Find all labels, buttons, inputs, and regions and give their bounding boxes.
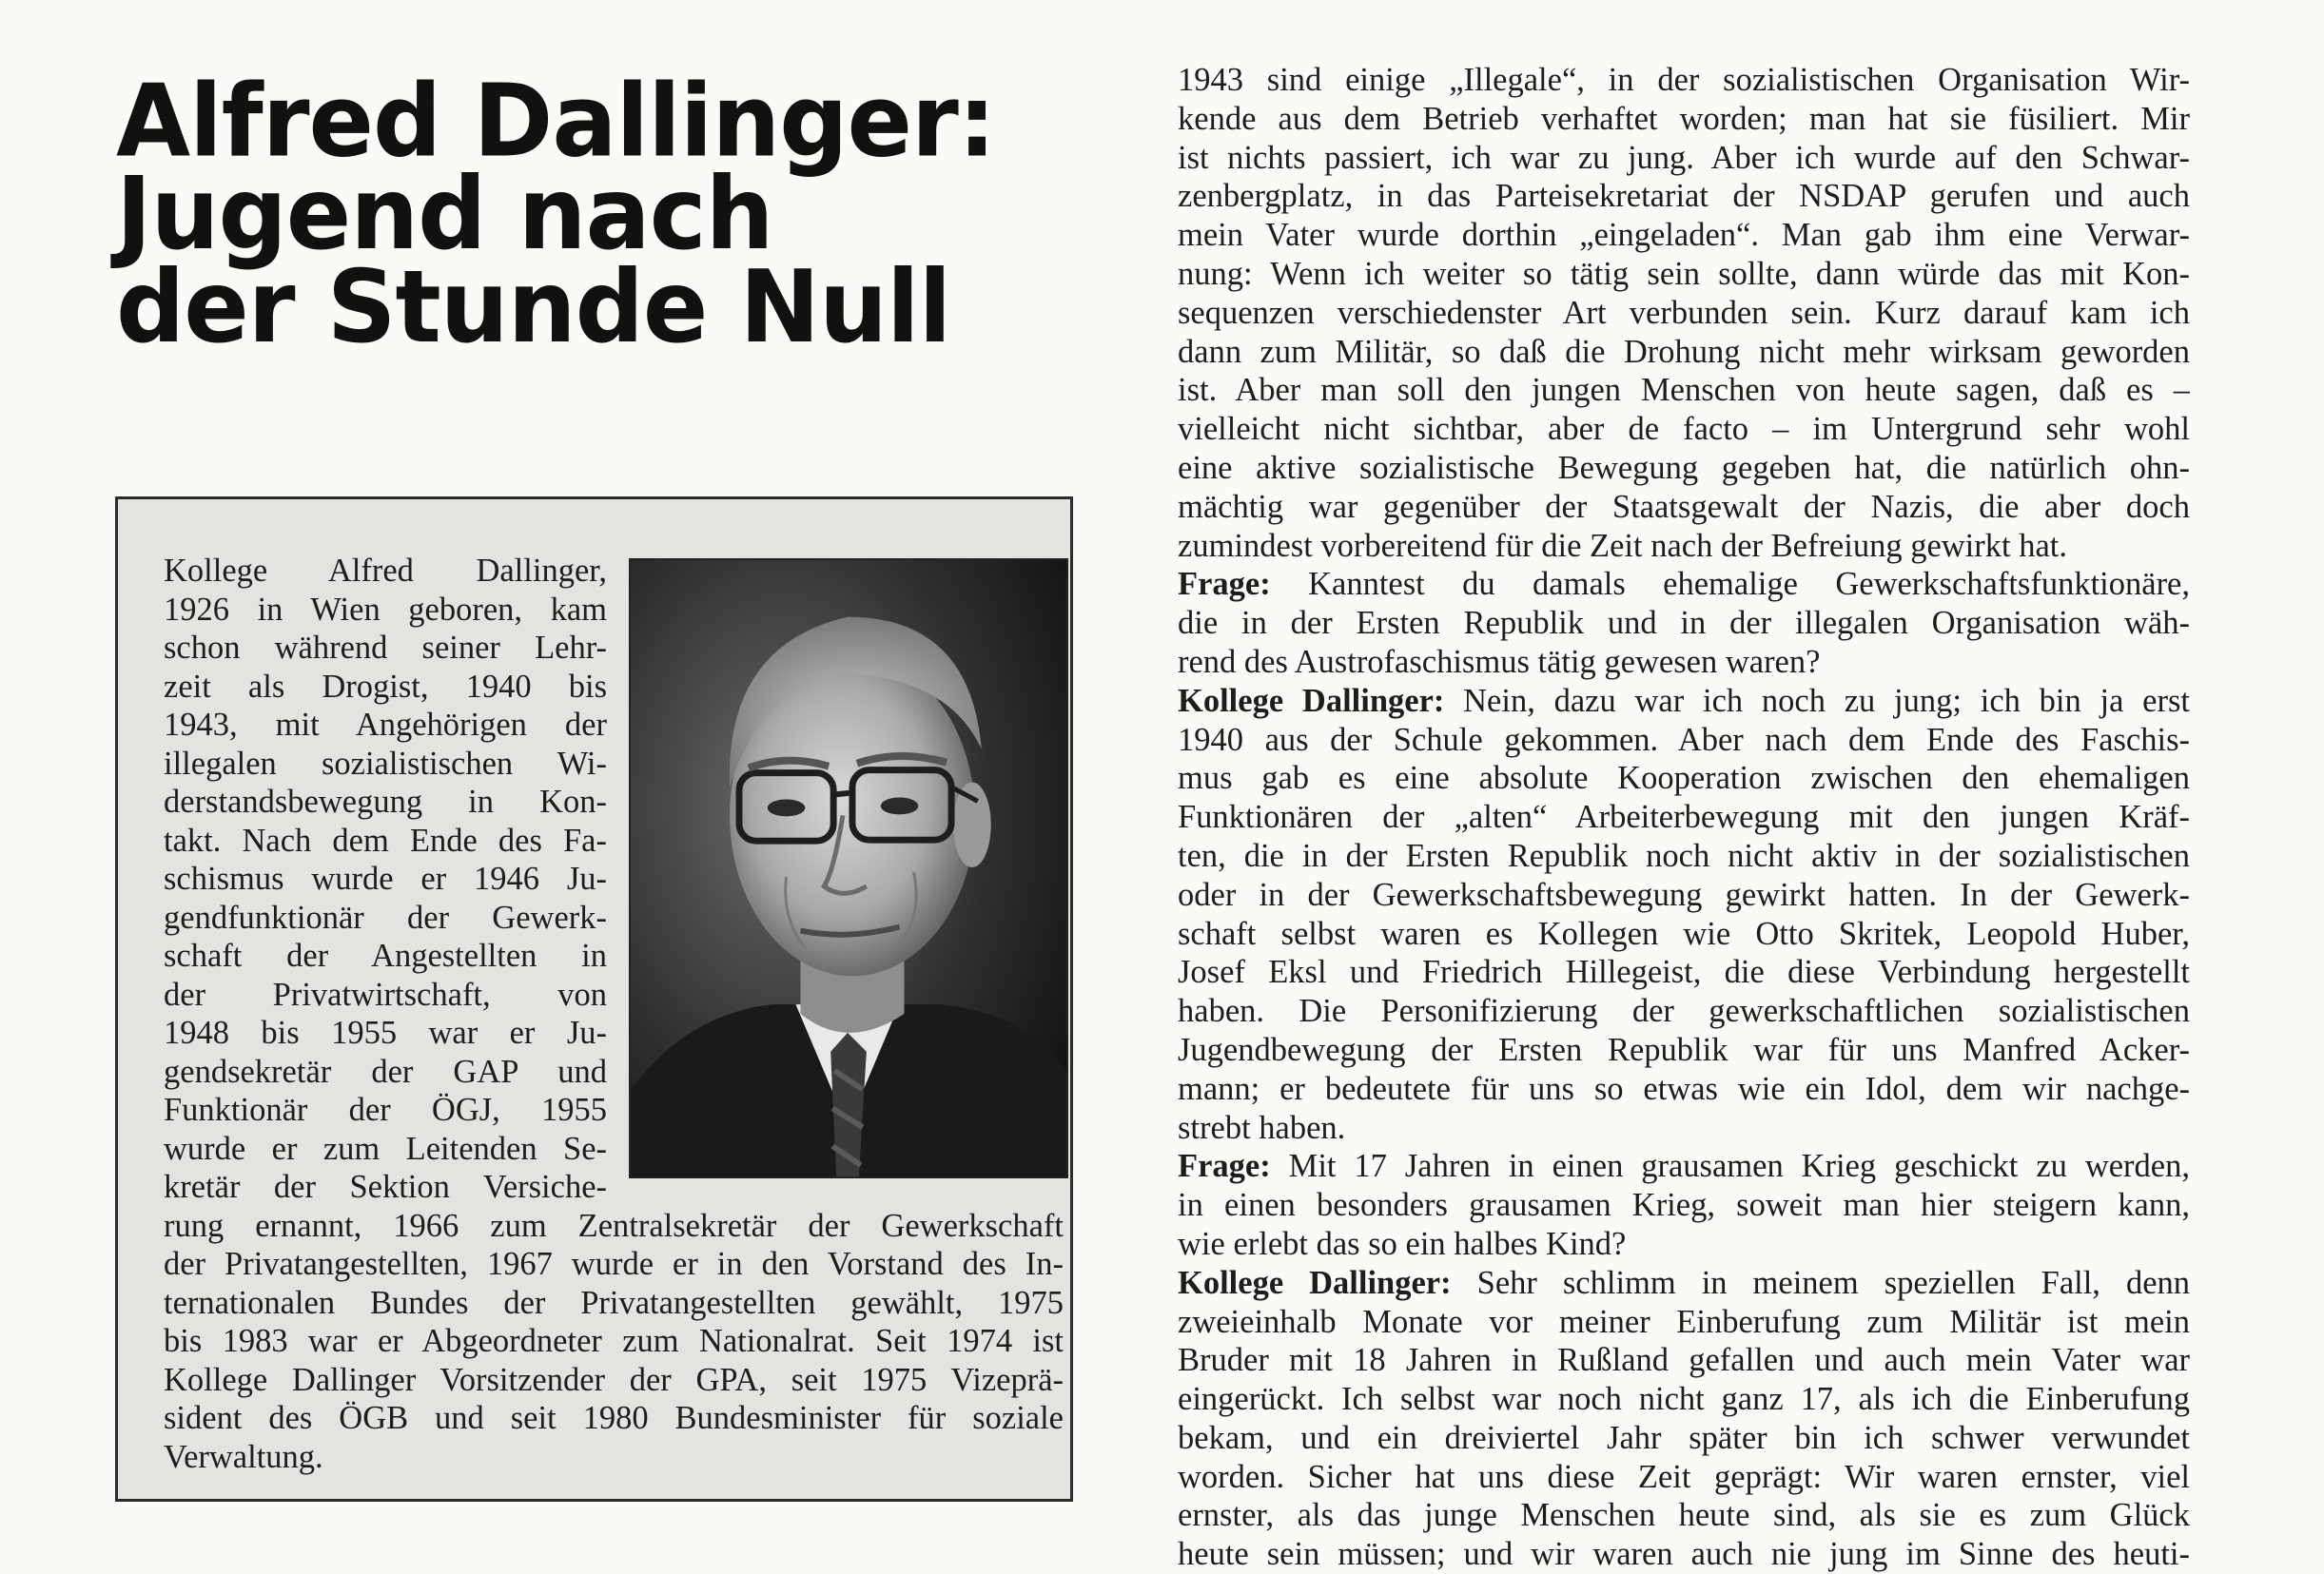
interview-line [1178, 1147, 2190, 1186]
interview-line [1178, 488, 2190, 527]
interview-text: Kanntest du damals ehemalige Gewerkschaftsfunktionäre, [1270, 566, 2190, 603]
interview-text: 1943 sind einige „Illegale“, in der sozialistischen Organisation Wir- [1178, 62, 2190, 98]
bio-line: 1948 bis 1955 war er Ju- [164, 1015, 607, 1051]
bio-line: schismus wurde er 1946 Ju- [164, 861, 607, 897]
bio-line: schaft der Angestellten in [164, 938, 607, 974]
interview-line [1178, 333, 2190, 372]
biography-text [164, 552, 1064, 1476]
interview-line [1178, 1109, 2190, 1148]
headline-line-2: Jugend nach [116, 155, 773, 272]
interview-line [1178, 100, 2190, 139]
bio-line: takt. Nach dem Ende des Fa- [164, 822, 607, 859]
interview-line [1178, 139, 2190, 178]
interview-text: Bruder mit 18 Jahren in Rußland gefallen und auch mein Vater war [1178, 1342, 2190, 1379]
interview-line [1178, 837, 2190, 876]
interview-text: Sehr schlimm in meinem speziellen Fall, denn [1451, 1264, 2190, 1301]
interview-text: dann zum Militär, so daß die Drohung nicht mehr wirksam geworden [1178, 333, 2190, 370]
bio-line: kretär der Sektion Versiche- [164, 1169, 607, 1205]
interview-text: haben. Die Personifizierung der gewerkschaftlichen sozialistischen [1178, 993, 2190, 1030]
interview-line [1178, 1496, 2190, 1535]
interview-line [1178, 216, 2190, 255]
bio-line: derstandsbewegung in Kon- [164, 784, 607, 820]
interview-text: oder in der Gewerkschaftsbewegung gewirkt hatten. In der Gewerk- [1178, 876, 2190, 913]
speaker-label-dallinger: Kollege Dallinger: [1178, 1264, 1452, 1301]
interview-text: Jugendbewegung der Ersten Republik war für uns Manfred Acker- [1178, 1031, 2190, 1068]
interview-line [1178, 61, 2190, 100]
headline [116, 62, 1124, 365]
interview-line [1178, 255, 2190, 294]
interview-text: vielleicht nicht sichtbar, aber de facto – im Untergrund sehr wohl [1178, 411, 2190, 448]
bio-line: ternationalen Bundes der Privatangestellten gewählt, 1975 [164, 1284, 1064, 1321]
bio-line: schon während seiner Lehr- [164, 630, 607, 666]
interview-line [1178, 449, 2190, 488]
interview-text: ernster, als das junge Menschen heute sind, als sie es zum Glück [1178, 1497, 2190, 1534]
bio-line: rung ernannt, 1966 zum Zentralsekretär der Gewerkschaft [164, 1207, 1064, 1244]
interview-line [1178, 876, 2190, 915]
interview-text: mein Vater wurde dorthin „eingeladen“. Man gab ihm eine Verwar- [1178, 217, 2190, 254]
interview-text: die in der Ersten Republik und in der illegalen Organisation wäh- [1178, 605, 2190, 642]
interview-text: heute sein müssen; und wir waren auch nie jung im Sinne des heuti- [1178, 1536, 2190, 1573]
interview-text: Funktionären der „alten“ Arbeiterbewegung mit den jungen Kräf- [1178, 799, 2190, 836]
bio-line: illegalen sozialistischen Wi- [164, 745, 607, 782]
speaker-label-dallinger: Kollege Dallinger: [1178, 682, 1445, 719]
interview-line [1178, 1303, 2190, 1342]
interview-column [1178, 61, 2190, 1574]
interview-line [1178, 1225, 2190, 1264]
interview-line [1178, 177, 2190, 216]
interview-text: in einen besonders grausamen Krieg, soweit man hier steigern kann, [1178, 1187, 2190, 1224]
interview-text: nung: Wenn ich weiter so tätig sein sollte, dann würde das mit Kon- [1178, 255, 2190, 292]
bio-line: Verwaltung. [164, 1438, 323, 1475]
interview-line [1178, 1341, 2190, 1380]
interview-line [1178, 1031, 2190, 1070]
interview-text: zweieinhalb Monate vor meiner Einberufung zum Militär ist mein [1178, 1303, 2190, 1340]
interview-text: Mit 17 Jahren in einen grausamen Krieg geschickt zu werden, [1270, 1148, 2190, 1185]
bio-line: sident des ÖGB und seit 1980 Bundesminister für soziale [164, 1400, 1064, 1436]
headline-line-3: der Stunde Null [116, 248, 951, 365]
interview-line [1178, 759, 2190, 798]
interview-text: ist nichts passiert, ich war zu jung. Aber ich wurde auf den Schwar- [1178, 139, 2190, 176]
headline-line-1: Alfred Dallinger: [116, 62, 996, 180]
interview-line [1178, 1458, 2190, 1497]
interview-text: mächtig war gegenüber der Staatsgewalt der Nazis, die aber doch [1178, 488, 2190, 525]
interview-text: mann; er bedeutete für uns so etwas wie ein Idol, dem wir nachge- [1178, 1070, 2190, 1107]
bio-line: Kollege Alfred Dallinger, [164, 553, 607, 589]
interview-text: Josef Eksl und Friedrich Hillegeist, die diese Verbindung hergestellt [1178, 954, 2190, 991]
bio-line: Kollege Dallinger Vorsitzender der GPA, seit 1975 Vizeprä- [164, 1361, 1064, 1398]
bio-line: bis 1983 war er Abgeordneter zum Nationalrat. Seit 1974 ist [164, 1323, 1064, 1359]
bio-line: gendsekretär der GAP und [164, 1053, 607, 1090]
interview-line [1178, 1070, 2190, 1109]
bio-line: Funktionär der ÖGJ, 1955 [164, 1092, 607, 1128]
interview-line [1178, 604, 2190, 643]
interview-text: ist. Aber man soll den jungen Menschen von heute sagen, daß es – [1178, 372, 2190, 409]
interview-line [1178, 992, 2190, 1031]
interview-text: schaft selbst waren es Kollegen wie Otto Skritek, Leopold Huber, [1178, 915, 2190, 952]
interview-text: bekam, und ein dreiviertel Jahr später bin ich schwer verwundet [1178, 1419, 2190, 1456]
bio-line: 1926 in Wien geboren, kam [164, 591, 607, 628]
interview-line [1178, 294, 2190, 333]
interview-line [1178, 527, 2190, 566]
interview-line [1178, 410, 2190, 449]
interview-line [1178, 953, 2190, 992]
interview-text: kende aus dem Betrieb verhaftet worden; man hat sie füsiliert. Mir [1178, 100, 2190, 137]
interview-line [1178, 1186, 2190, 1225]
bio-line: 1943, mit Angehörigen der [164, 707, 607, 743]
interview-text: zenbergplatz, in das Parteisekretariat der NSDAP gerufen und auch [1178, 178, 2190, 215]
biography-box [115, 496, 1073, 1502]
interview-line [1178, 643, 2190, 682]
interview-line [1178, 721, 2190, 760]
interview-text: zumindest vorbereitend für die Zeit nach der Befreiung gewirkt hat. [1178, 527, 2067, 564]
interview-text: ten, die in der Ersten Republik noch nicht aktiv in der sozialistischen [1178, 837, 2190, 874]
bio-line: der Privatangestellten, 1967 wurde er in den Vorstand des In- [164, 1246, 1064, 1282]
interview-text: sequenzen verschiedenster Art verbunden sein. Kurz darauf kam ich [1178, 294, 2190, 331]
bio-line: wurde er zum Leitenden Se- [164, 1130, 607, 1167]
interview-line [1178, 798, 2190, 837]
interview-text: worden. Sicher hat uns diese Zeit geprägt: Wir waren ernster, viel [1178, 1458, 2190, 1495]
interview-text: rend des Austrofaschismus tätig gewesen waren? [1178, 643, 1821, 680]
interview-text: 1940 aus der Schule gekommen. Aber nach dem Ende des Faschis- [1178, 721, 2190, 758]
interview-text: eingerückt. Ich selbst war noch nicht ganz 17, als ich die Einberufung [1178, 1381, 2190, 1418]
interview-text: strebt haben. [1178, 1109, 1346, 1146]
bio-line: der Privatwirtschaft, von [164, 976, 607, 1013]
interview-line [1178, 1419, 2190, 1458]
interview-line [1178, 371, 2190, 410]
bio-line: gendfunktionär der Gewerk- [164, 899, 607, 936]
interview-line [1178, 1380, 2190, 1419]
interview-line [1178, 682, 2190, 721]
speaker-label-frage: Frage: [1178, 566, 1271, 603]
interview-text: wie erlebt das so ein halbes Kind? [1178, 1225, 1627, 1262]
interview-line [1178, 565, 2190, 604]
interview-text: Nein, dazu war ich noch zu jung; ich bin ja erst [1444, 682, 2190, 719]
interview-text: eine aktive sozialistische Bewegung gegeben hat, die natürlich ohn- [1178, 449, 2190, 486]
interview-line [1178, 1264, 2190, 1303]
interview-text: mus gab es eine absolute Kooperation zwischen den ehemaligen [1178, 760, 2190, 797]
bio-line: zeit als Drogist, 1940 bis [164, 668, 607, 705]
interview-line [1178, 915, 2190, 954]
interview-line [1178, 1535, 2190, 1574]
speaker-label-frage: Frage: [1178, 1148, 1271, 1185]
